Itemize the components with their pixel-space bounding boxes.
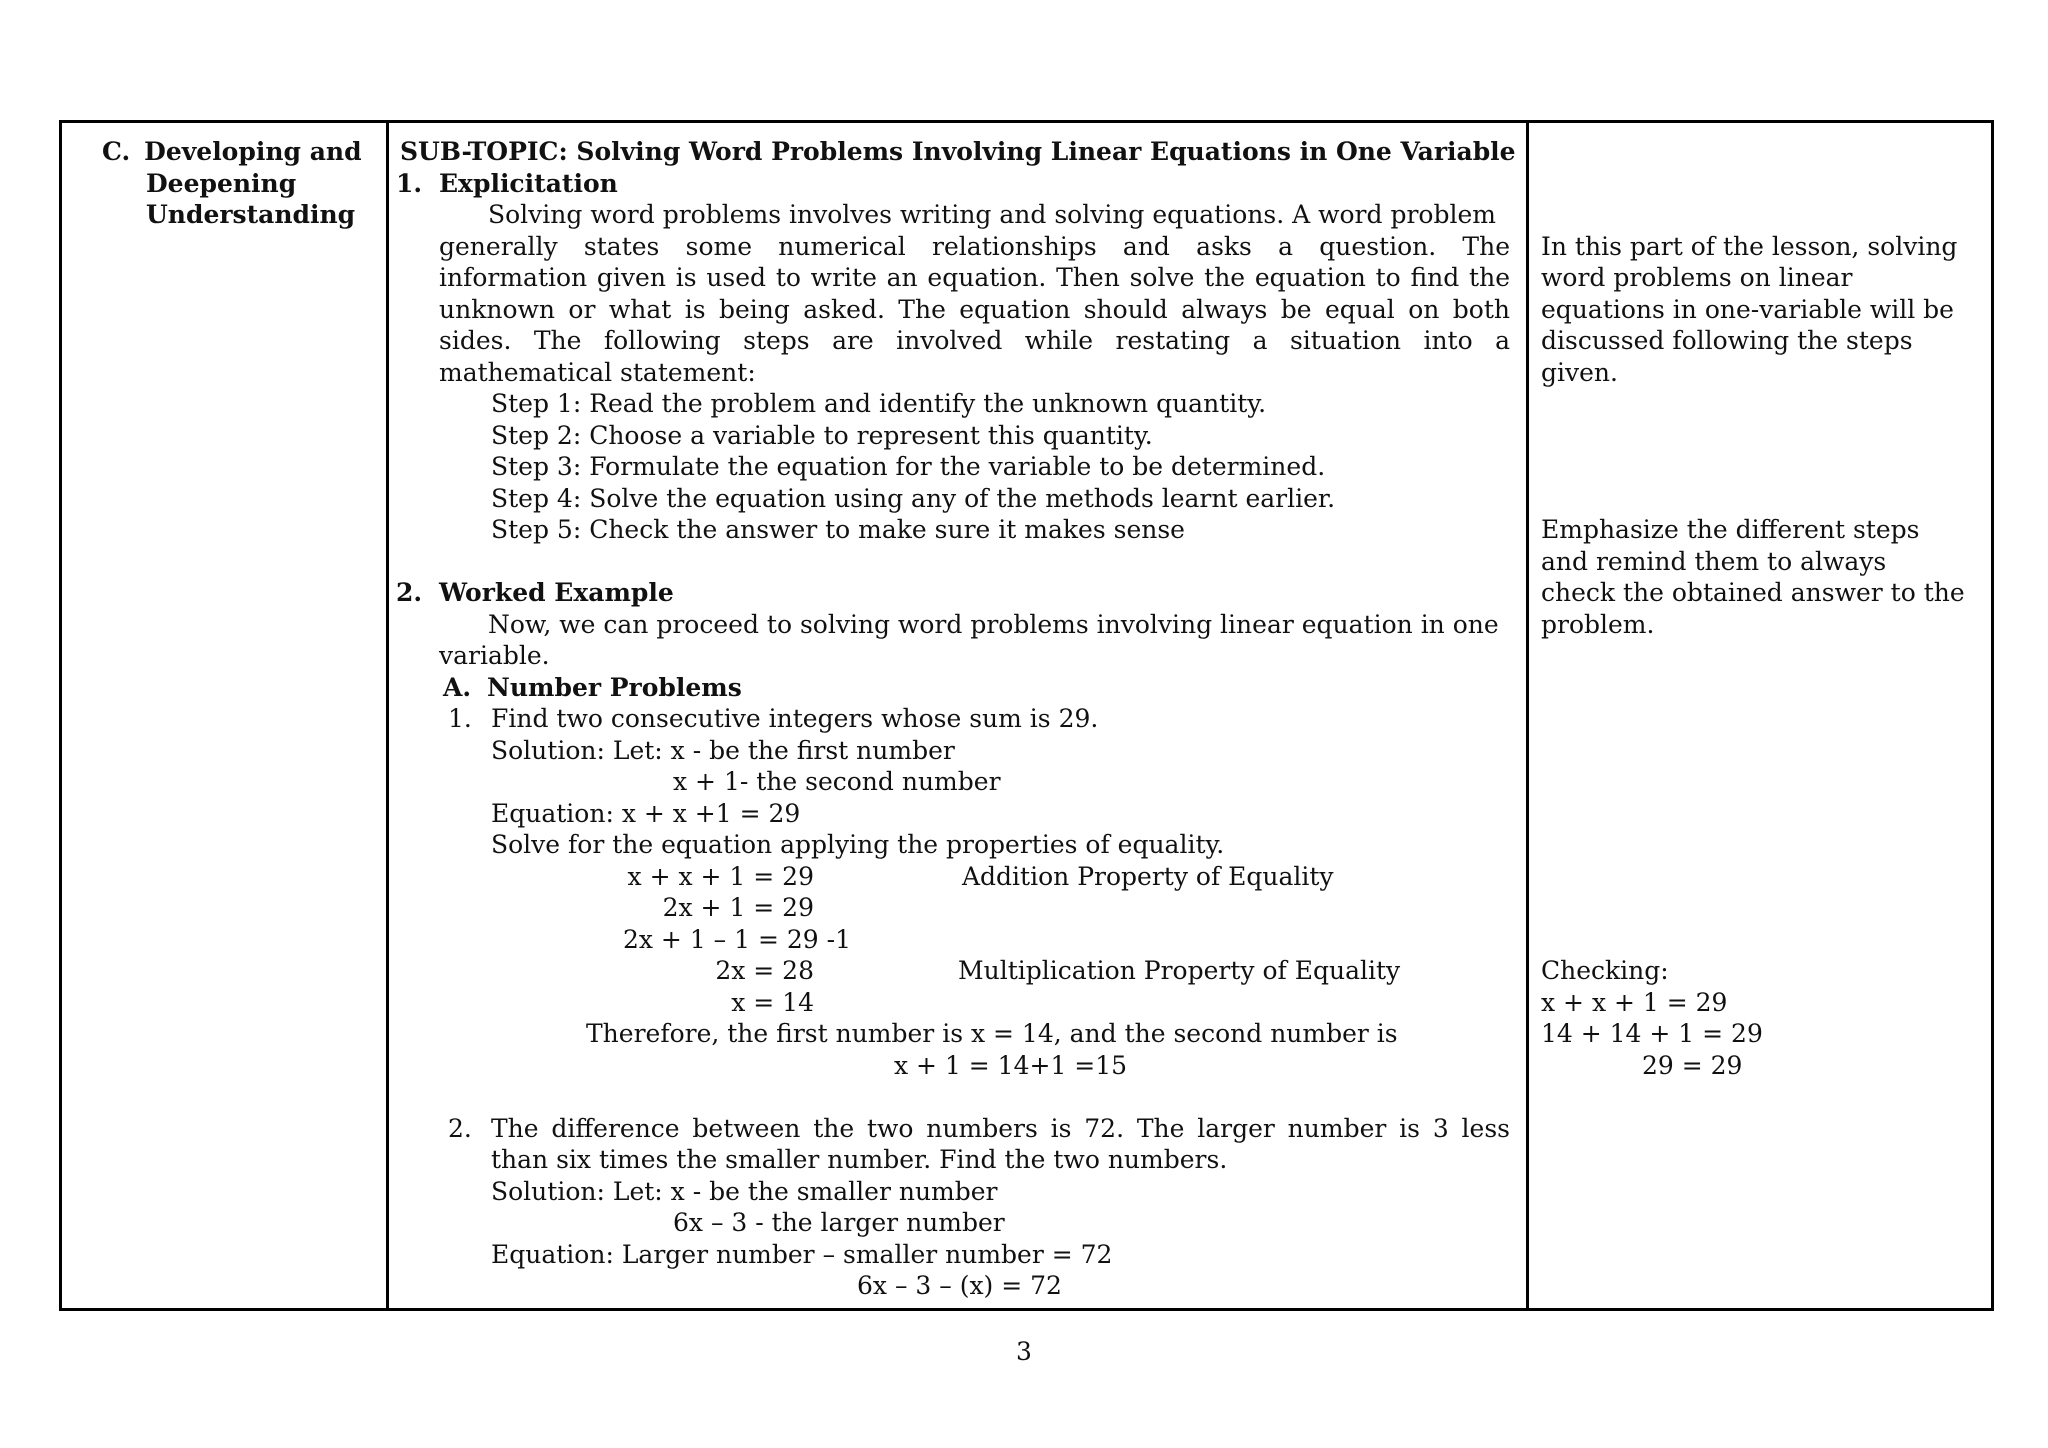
main-content-column <box>396 136 1516 1302</box>
step-item: Step 4: Solve the equation using any of the methods learnt earlier. <box>491 483 1336 513</box>
solution-steps <box>396 861 1516 1019</box>
checking-line: 14 + 14 + 1 = 29 <box>1541 1019 1763 1048</box>
note-line: discussed following the steps <box>1541 326 1913 355</box>
worked-example-number: 2. <box>396 578 423 607</box>
note-line: and remind them to always <box>1541 546 1887 576</box>
step-item: Step 5: Check the answer to make sure it makes sense <box>491 515 1185 544</box>
note-line: Emphasize the different steps <box>1541 515 1920 544</box>
paragraph-line: sides. The following steps are involved while restating a situation into a <box>439 326 1510 355</box>
explicitation-number: 1. <box>396 168 423 198</box>
note-line: equations in one-variable will be <box>1541 294 1954 324</box>
equation-line: Equation: x + x +1 = 29 <box>491 798 801 828</box>
explicitation-heading <box>396 168 1516 200</box>
section-title: Number Problems <box>487 672 742 702</box>
note-line: word problems on linear <box>1541 263 1853 292</box>
problem-2-statement <box>396 1113 1510 1176</box>
property-label: Addition Property of Equality <box>962 861 1334 891</box>
section-label-column <box>102 136 372 231</box>
solution-let-line: 6x – 3 - the larger number <box>673 1208 1005 1237</box>
column-divider-left <box>386 120 389 1311</box>
section-title-line: Deepening <box>146 168 297 198</box>
solution-let-line: Solution: Let: x - be the first number <box>491 735 955 765</box>
section-label <box>102 136 372 168</box>
solution-step: 2x + 1 = 29 <box>662 893 814 922</box>
subtopic-heading: SUB-TOPIC: Solving Word Problems Involving Linear Equations in One Variable <box>400 137 1516 166</box>
number-problems-heading <box>396 672 1516 704</box>
column-divider-right <box>1526 120 1529 1311</box>
equation-line: 6x – 3 – (x) = 72 <box>857 1271 1062 1300</box>
problem-number: 1. <box>448 704 472 733</box>
worked-example-title: Worked Example <box>439 578 674 607</box>
solution-step: x + x + 1 = 29 <box>627 861 814 891</box>
steps-list <box>491 388 1516 546</box>
paragraph-line: unknown or what is being asked. The equation should always be equal on both <box>439 294 1510 324</box>
page-number: 3 <box>1016 1337 1032 1366</box>
problem-text: The difference between the two numbers is 72. The larger number is 3 less <box>491 1113 1510 1143</box>
checking-line: Checking: <box>1541 956 1669 985</box>
solution-let-line: Solution: Let: x - be the smaller number <box>491 1176 998 1206</box>
explicitation-paragraph <box>439 199 1510 388</box>
conclusion-line: Therefore, the first number is x = 14, and the second number is <box>586 1019 1398 1048</box>
solution-let-line: x + 1- the second number <box>673 767 1001 796</box>
worked-intro-line: Now, we can proceed to solving word problems involving linear equation in one <box>488 609 1499 639</box>
section-letter: C. <box>102 137 131 166</box>
step-item: Step 1: Read the problem and identify the unknown quantity. <box>491 389 1267 418</box>
problem-number: 2. <box>448 1113 472 1143</box>
paragraph-line: Solving word problems involves writing and solving equations. A word problem <box>488 200 1496 229</box>
conclusion-line: x + 1 = 14+1 =15 <box>894 1050 1128 1080</box>
note-line: problem. <box>1541 609 1655 639</box>
paragraph-line: information given is used to write an equation. Then solve the equation to find the <box>439 263 1510 292</box>
explicitation-title: Explicitation <box>439 168 618 198</box>
solution-step: x = 14 <box>731 987 814 1017</box>
paragraph-line: generally states some numerical relationships and asks a question. The <box>439 231 1510 261</box>
section-title-line: Understanding <box>146 200 356 229</box>
note-line: check the obtained answer to the <box>1541 578 1965 607</box>
worked-intro-line: variable. <box>439 641 550 670</box>
solution-step: 2x + 1 – 1 = 29 -1 <box>622 924 851 954</box>
section-title-line: Developing and <box>144 137 362 166</box>
section-letter: A. <box>443 672 472 702</box>
problem-1-statement <box>396 703 1516 735</box>
step-item: Step 3: Formulate the equation for the variable to be determined. <box>491 452 1326 481</box>
property-label: Multiplication Property of Equality <box>958 956 1401 985</box>
solve-instruction: Solve for the equation applying the properties of equality. <box>491 830 1225 859</box>
step-item: Step 2: Choose a variable to represent this quantity. <box>491 420 1153 450</box>
problem-text: Find two consecutive integers whose sum is 29. <box>491 704 1099 733</box>
teacher-notes-column <box>1541 231 1981 1082</box>
paragraph-line: mathematical statement: <box>439 357 756 387</box>
equation-line: Equation: Larger number – smaller number = 72 <box>491 1239 1113 1269</box>
problem-text: than six times the smaller number. Find the two numbers. <box>491 1145 1228 1174</box>
worked-example-heading <box>396 577 1516 609</box>
solution-step: 2x = 28 <box>715 956 814 985</box>
note-line: given. <box>1541 357 1618 387</box>
note-line: In this part of the lesson, solving <box>1541 231 1958 261</box>
checking-line: 29 = 29 <box>1642 1050 1743 1080</box>
checking-line: x + x + 1 = 29 <box>1541 987 1728 1017</box>
